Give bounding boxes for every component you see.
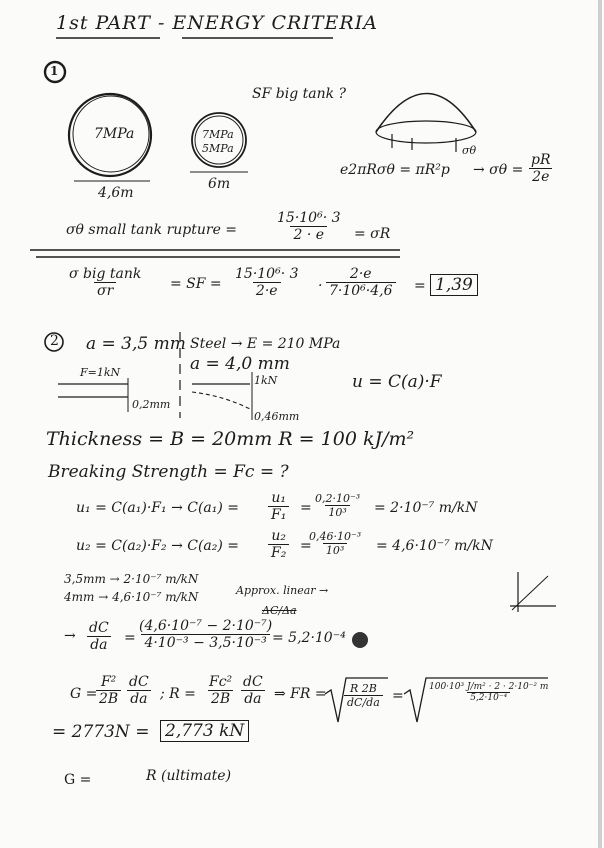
breaking-strength: Breaking Strength = Fc = ?: [48, 462, 289, 482]
thickness-line: Thickness = B = 20mm R = 100 kJ/m²: [46, 428, 415, 450]
compliance-2-value-fraction: [306, 530, 364, 557]
g-fraction-1: [96, 674, 121, 707]
dcda-fraction: [86, 620, 112, 653]
compliance-2-fraction-den: F₂: [268, 544, 289, 561]
rupture-fraction-den: 2 · e: [290, 226, 327, 243]
g-fraction-1-den: 2B: [96, 690, 121, 707]
sf-equals: = SF =: [170, 276, 222, 292]
sf-fraction-3: [326, 266, 396, 299]
g-fraction-2-num: dC: [129, 674, 149, 690]
dome-base-ellipse: [376, 121, 476, 143]
r-fraction-2-num: dC: [243, 674, 263, 690]
compliance-1-lhs: u₁ = C(a₁)·F₁ → C(a₁) =: [76, 500, 240, 516]
sf-fraction-3-num: 2·e: [349, 266, 372, 282]
sf-fraction-2: [232, 266, 302, 299]
compliance-2-fraction: [268, 528, 289, 561]
compliance-2-value-num: 0,46·10⁻³: [309, 530, 362, 543]
sf-question: SF big tank ?: [252, 86, 347, 102]
scribble-mark: [352, 632, 368, 648]
sf-result-equals: =: [414, 278, 426, 294]
rupture-fraction-num: 15·10⁶· 3: [277, 210, 341, 226]
hoop-fraction-num: pR: [531, 152, 551, 168]
compliance-1-fraction-den: F₁: [268, 506, 289, 523]
crack-length-1: a = 3,5 mm: [86, 334, 186, 354]
linear-point-1: 3,5mm → 2·10⁻⁷ m/kN: [64, 572, 199, 586]
approx-scratched: ΔC/Δa: [262, 604, 297, 617]
compliance-1-fraction-num: u₁: [271, 490, 286, 506]
rupture-lhs: σθ small tank rupture =: [66, 222, 238, 238]
compliance-2-fraction-num: u₂: [271, 528, 286, 544]
deflection-1: 0,2mm: [132, 398, 171, 411]
sf-ratio-den: σr: [94, 282, 116, 299]
fr-root2-den: 5,2·10⁻⁴: [467, 692, 510, 703]
fr-root-den: dC/da: [344, 695, 383, 709]
g-fraction-2-den: da: [127, 690, 150, 707]
rupture-fraction: [274, 210, 344, 243]
compliance-1-value-fraction: [312, 492, 363, 519]
r-fraction-2: [240, 674, 266, 707]
small-tank-pressure-bottom: 5MPa: [202, 142, 234, 155]
linear-point-2: 4mm → 4,6·10⁻⁷ m/kN: [64, 590, 199, 604]
force-2: 1kN: [254, 374, 278, 387]
dcda-fraction-num: dC: [89, 620, 109, 636]
compliance-equation: u = C(a)·F: [352, 372, 442, 392]
dcda-fraction-den: da: [87, 636, 110, 653]
hoop-fraction: [528, 152, 554, 185]
r-fraction-1-den: 2B: [208, 690, 233, 707]
compliance-2-result: = 4,6·10⁻⁷ m/kN: [376, 538, 493, 554]
compliance-1-value-num: 0,2·10⁻³: [315, 492, 361, 505]
bottom-r: R (ultimate): [146, 768, 232, 784]
compliance-2-value-den: 10³: [323, 543, 347, 557]
final-equation: = 2773N =: [52, 722, 150, 742]
fr-equals: =: [392, 688, 404, 704]
r-lhs: ; R =: [160, 686, 196, 702]
sf-fraction-2-num: 15·10⁶· 3: [235, 266, 299, 282]
crack-length-2: a = 4,0 mm: [190, 354, 290, 374]
dcda-values-den: 4·10⁻³ − 3,5·10⁻³: [141, 634, 269, 651]
sf-ratio-fraction: [66, 266, 144, 299]
compliance-2-lhs: u₂ = C(a₂)·F₂ → C(a₂) =: [76, 538, 240, 554]
fr-root-num: R 2B: [349, 682, 377, 695]
r-fraction-2-den: da: [241, 690, 264, 707]
sf-fraction-3-den: 7·10⁶·4,6: [326, 282, 396, 299]
dome-arc: [376, 94, 476, 133]
compliance-1-fraction: [268, 490, 289, 523]
hoop-fraction-den: 2e: [529, 168, 552, 185]
compliance-1-value-den: 10³: [325, 505, 349, 519]
force-1: F=1kN: [80, 366, 121, 379]
g-lhs: G =: [70, 686, 98, 702]
sf-result-box: 1,39: [430, 274, 478, 296]
page-title: 1st PART - ENERGY CRITERIA: [56, 12, 378, 34]
fr-root2-fraction: [426, 682, 551, 703]
dcda-values-fraction: [136, 618, 275, 651]
compliance-1-equals: =: [300, 500, 312, 516]
rupture-rhs: = σR: [354, 226, 391, 242]
dcda-equals: =: [124, 630, 136, 646]
compliance-2-equals: =: [300, 538, 312, 554]
section1-number: 1: [50, 64, 59, 78]
r-fraction-1-num: Fc²: [209, 674, 233, 690]
steel-modulus: Steel → E = 210 MPa: [190, 336, 341, 352]
final-result-box: 2,773 kN: [160, 720, 249, 742]
sf-dot: ·: [318, 278, 323, 294]
section2-number: 2: [50, 333, 59, 349]
hoop-arrow: → σθ =: [473, 162, 524, 178]
compliance-1-result: = 2·10⁻⁷ m/kN: [374, 500, 478, 516]
r-fraction-1: [206, 674, 235, 707]
fr-lhs: ⇒ FR =: [274, 686, 327, 702]
fr-root2-num: 100·10³ J/m² · 2 · 2·10⁻² m: [429, 682, 549, 692]
g-fraction-2: [126, 674, 152, 707]
big-tank-diameter: 4,6m: [98, 185, 134, 201]
bottom-g: G =: [64, 772, 92, 788]
fr-root-fraction: [344, 682, 383, 709]
dcda-arrow: →: [64, 628, 76, 644]
sigma-theta-label: σθ: [462, 144, 477, 157]
dcda-result: = 5,2·10⁻⁴: [272, 630, 346, 646]
small-tank-diameter: 6m: [208, 176, 231, 192]
big-tank-pressure: 7MPa: [94, 126, 135, 142]
sf-fraction-2-den: 2·e: [253, 282, 281, 299]
approx-linear: Approx. linear →: [236, 584, 329, 597]
hoop-equation: e2πRσθ = πR²p: [340, 162, 450, 178]
sf-ratio-num: σ big tank: [69, 266, 142, 282]
small-tank-pressure-top: 7MPa: [202, 128, 234, 141]
dcda-values-num: (4,6·10⁻⁷ − 2·10⁻⁷): [139, 618, 273, 634]
beam2-deflection: [192, 392, 252, 410]
deflection-2: 0,46mm: [254, 410, 300, 423]
g-fraction-1-num: F²: [100, 674, 117, 690]
